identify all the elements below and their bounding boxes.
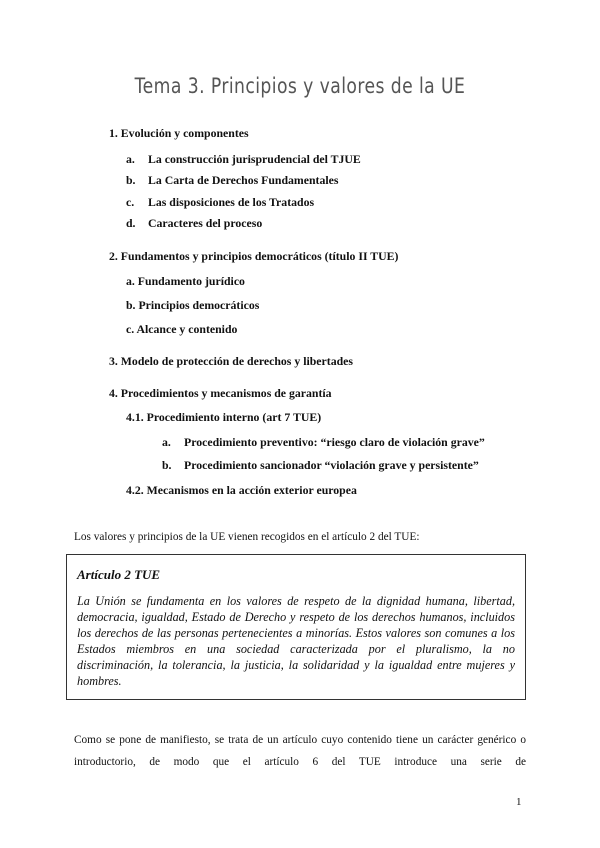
toc-item-1c xyxy=(126,195,314,210)
toc-marker: a. xyxy=(162,435,171,449)
toc-item-1: 1. Evolución y componentes xyxy=(109,126,249,140)
toc-item-1d xyxy=(126,216,262,231)
toc-item-2a: a. Fundamento jurídico xyxy=(126,274,245,288)
body-paragraph: Como se pone de manifiesto, se trata de un artículo cuyo contenido tiene un carácter genérico o introductorio, de modo que el artículo 6 del TUE introduce una serie de xyxy=(74,734,526,768)
toc-item-4-1a xyxy=(162,435,485,450)
toc-item-4: 4. Procedimientos y mecanismos de garantía xyxy=(109,386,332,400)
toc-marker: a. xyxy=(126,152,135,166)
toc-item-3: 3. Modelo de protección de derechos y libertades xyxy=(109,354,353,368)
toc-label: Procedimiento sancionador “violación grave y persistente” xyxy=(184,458,479,472)
toc-item-2: 2. Fundamentos y principios democráticos (título II TUE) xyxy=(109,249,399,263)
article-body: La Unión se fundamenta en los valores de respeto de la dignidad humana, libertad, democracia, igualdad, Estado de Derecho y respeto de los derechos humanos, incluidos los derechos de las personas pertenecientes a minorías. Estos valores son comunes a los Estados miembros en una sociedad caracterizada por el pluralismo, la no discriminación, la tolerancia, la justicia, la solidaridad y la igualdad entre mujeres y hombres. xyxy=(77,594,515,688)
toc-label: Procedimiento preventivo: “riesgo claro de violación grave” xyxy=(184,435,485,449)
toc-label: La Carta de Derechos Fundamentales xyxy=(148,173,339,187)
toc-marker: c. xyxy=(126,195,135,209)
intro-text: Los valores y principios de la UE vienen recogidos en el artículo 2 del TUE: xyxy=(74,531,420,543)
toc-item-4-1b xyxy=(162,458,479,473)
page-title: Tema 3. Principios y valores de la UE xyxy=(134,74,466,98)
toc-label: La construcción jurisprudencial del TJUE xyxy=(148,152,361,166)
toc-label: Las disposiciones de los Tratados xyxy=(148,195,315,209)
article-heading: Artículo 2 TUE xyxy=(77,567,161,582)
toc-marker: b. xyxy=(126,173,136,187)
toc-label: Caracteres del proceso xyxy=(148,216,263,230)
toc-item-4-2: 4.2. Mecanismos en la acción exterior europea xyxy=(126,483,357,497)
article-quote-box xyxy=(66,554,526,700)
page-number: 1 xyxy=(516,796,522,808)
toc-marker: b. xyxy=(162,458,172,472)
toc-marker: d. xyxy=(126,216,136,230)
toc-item-2c: c. Alcance y contenido xyxy=(126,322,238,336)
toc-item-1b xyxy=(126,173,338,188)
toc-item-2b: b. Principios democráticos xyxy=(126,298,260,312)
toc-item-1a xyxy=(126,152,361,167)
toc-item-4-1: 4.1. Procedimiento interno (art 7 TUE) xyxy=(126,410,322,424)
